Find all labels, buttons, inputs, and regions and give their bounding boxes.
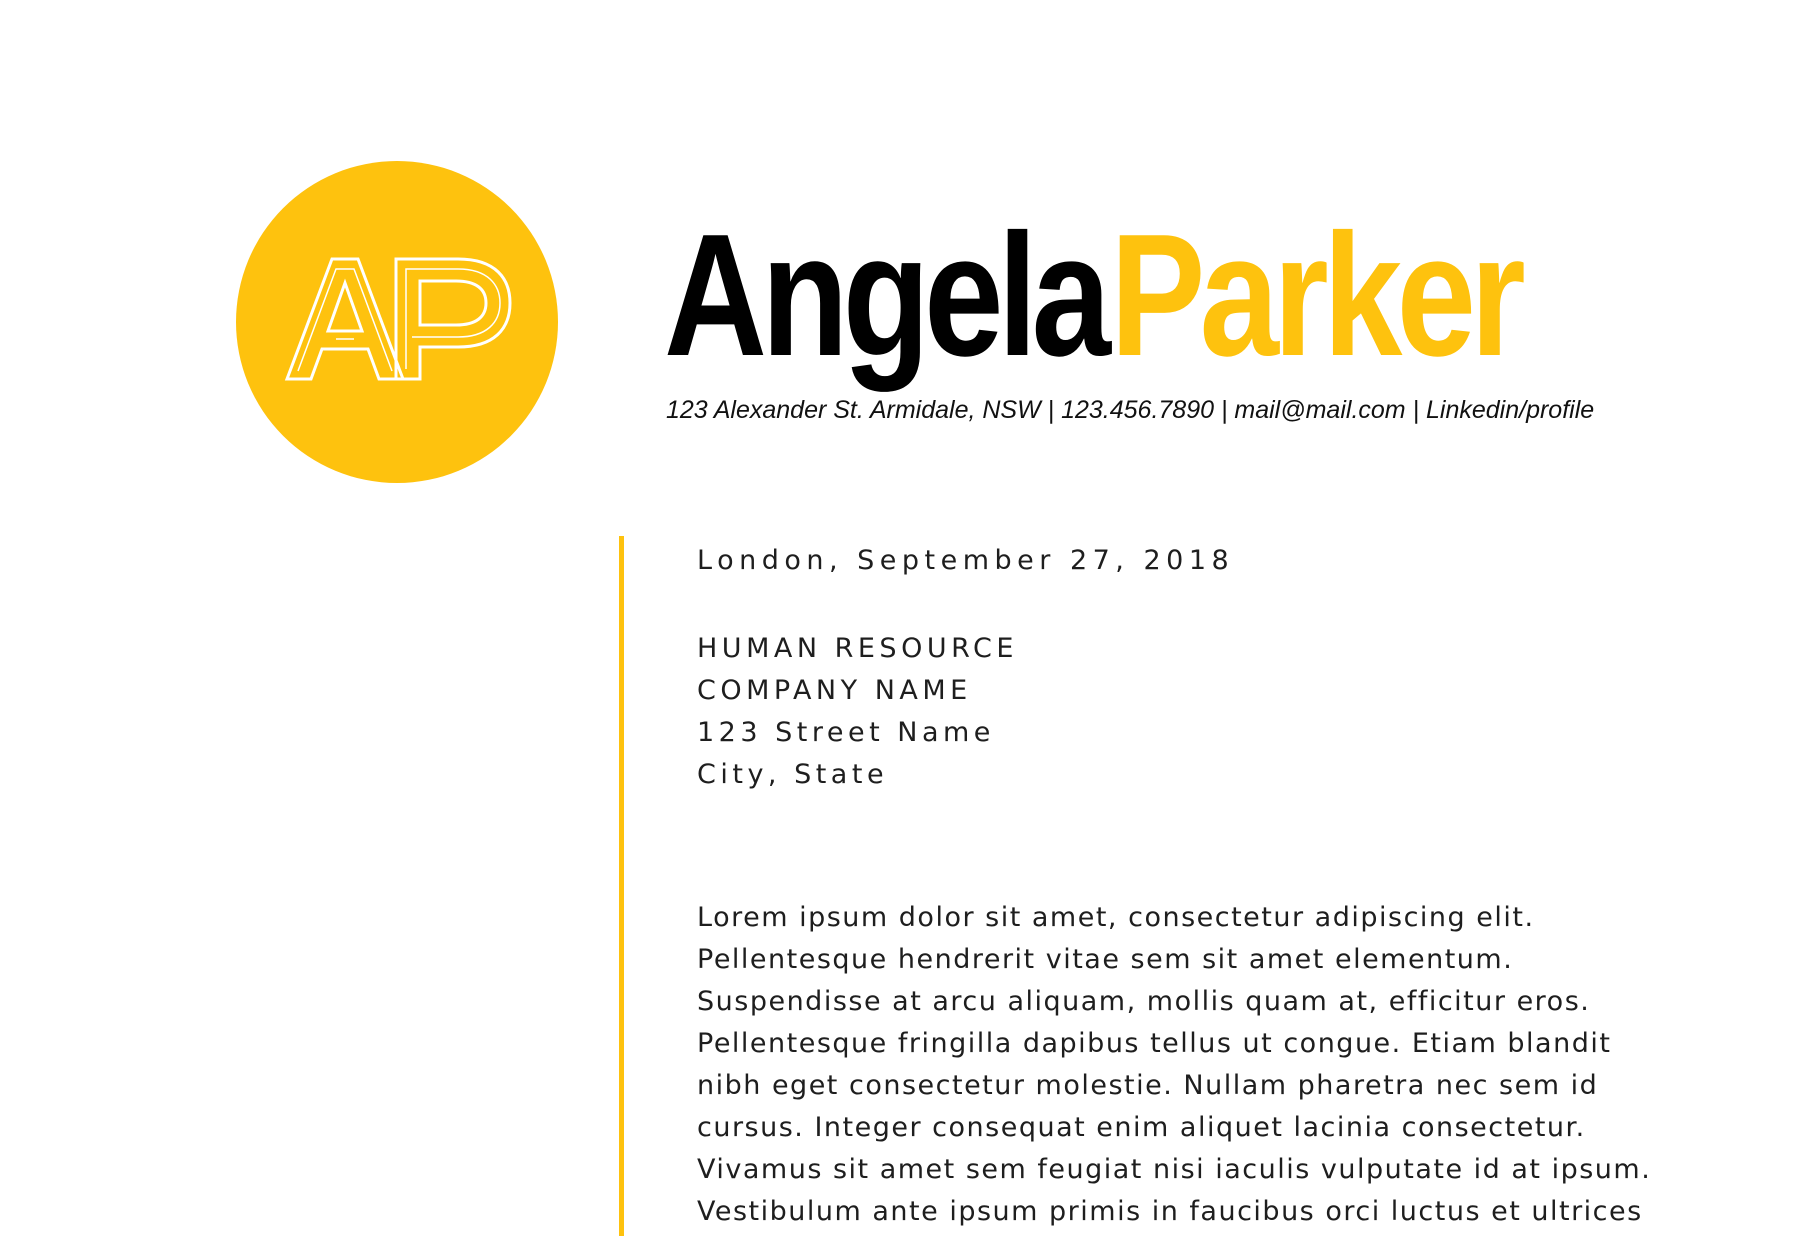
body-line: nibh eget consectetur molestie. Nullam pharetra nec sem id xyxy=(697,1070,1599,1101)
body-line: cursus. Integer consequat enim aliquet lacinia consectetur. xyxy=(697,1112,1586,1143)
monogram-ap-icon xyxy=(236,161,558,483)
letter-date: London, September 27, 2018 xyxy=(697,545,1235,576)
applicant-name xyxy=(664,197,1521,392)
body-line: Lorem ipsum dolor sit amet, consectetur adipiscing elit. xyxy=(697,902,1535,933)
body-line: Pellentesque hendrerit vitae sem sit amet elementum. xyxy=(697,944,1514,975)
body-line: Suspendisse at arcu aliquam, mollis quam at, efficitur eros. xyxy=(697,986,1591,1017)
first-name: Angela xyxy=(664,197,1106,392)
recipient-block xyxy=(697,628,1018,796)
recipient-line: COMPANY NAME xyxy=(697,675,972,706)
contact-line: 123 Alexander St. Armidale, NSW | 123.456.7890 | mail@mail.com | Linkedin/profile xyxy=(666,396,1595,424)
accent-vertical-rule xyxy=(619,536,624,1236)
last-name: Parker xyxy=(1110,197,1521,392)
recipient-line: 123 Street Name xyxy=(697,717,995,748)
monogram-logo xyxy=(236,161,558,483)
recipient-line: City, State xyxy=(697,759,889,790)
body-line: Vivamus sit amet sem feugiat nisi iaculis vulputate id at ipsum. xyxy=(697,1154,1652,1185)
body-line: Pellentesque fringilla dapibus tellus ut congue. Etiam blandit xyxy=(697,1028,1612,1059)
letter-body xyxy=(697,897,1757,1233)
body-line: Vestibulum ante ipsum primis in faucibus orci luctus et ultrices xyxy=(697,1196,1643,1227)
recipient-line: HUMAN RESOURCE xyxy=(697,633,1018,664)
